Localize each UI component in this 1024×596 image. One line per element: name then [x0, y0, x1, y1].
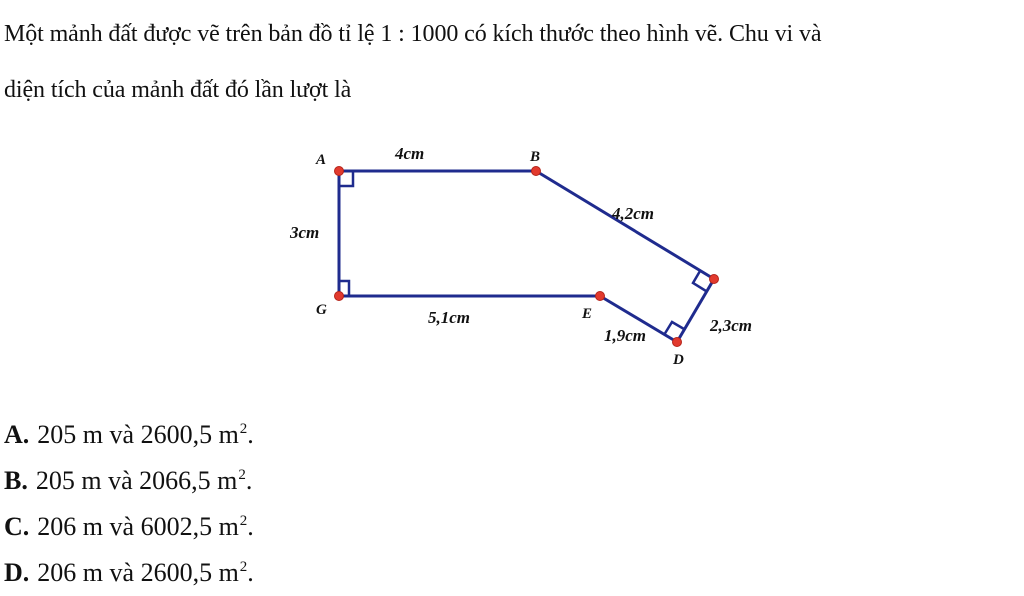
option-area: 2600,5 m: [140, 420, 239, 449]
option-c[interactable]: [4, 504, 254, 550]
option-area-exponent: 2: [239, 513, 248, 529]
option-end: .: [245, 466, 253, 495]
option-area-exponent: 2: [239, 421, 248, 437]
vertex-e: [596, 292, 605, 301]
option-joiner: và: [108, 466, 133, 495]
option-a[interactable]: [4, 412, 254, 458]
option-letter: C.: [4, 512, 30, 541]
right-angle-marker-a: [339, 171, 353, 186]
vertex-b: [532, 167, 541, 176]
option-letter: A.: [4, 420, 30, 449]
length-label-ag: 3cm: [290, 223, 320, 242]
option-letter: B.: [4, 466, 28, 495]
edge-bc: [536, 171, 714, 279]
length-label-cd: 2,3cm: [710, 316, 753, 335]
vertex-label-e: E: [582, 306, 593, 322]
right-angle-marker-d: [664, 322, 684, 335]
option-perimeter: 206 m: [37, 558, 104, 587]
question-line-1: Một mảnh đất được vẽ trên bản đồ tỉ lệ 1 : 1000 có kích thước theo hình vẽ. Chu vi và: [4, 21, 822, 47]
option-area-exponent: 2: [238, 467, 246, 483]
option-joiner: và: [109, 420, 135, 449]
option-perimeter: 206 m: [37, 512, 104, 541]
option-joiner: và: [109, 558, 135, 587]
vertex-label-d: D: [673, 352, 684, 368]
vertex-label-g: G: [316, 302, 327, 318]
option-area: 6002,5 m: [140, 512, 239, 541]
option-area: 2600,5 m: [140, 558, 239, 587]
right-angle-marker-g: [339, 281, 349, 296]
edge-de: [600, 296, 677, 342]
option-end: .: [247, 512, 254, 541]
vertex-label-b: B: [530, 149, 541, 165]
vertex-c: [710, 275, 719, 284]
option-joiner: và: [109, 512, 135, 541]
option-end: .: [247, 558, 254, 587]
option-perimeter: 205 m: [37, 420, 104, 449]
option-area-exponent: 2: [239, 559, 248, 575]
option-end: .: [247, 420, 254, 449]
question-line-2: diện tích của mảnh đất đó lần lượt là: [4, 77, 352, 103]
option-b[interactable]: [4, 458, 254, 504]
option-letter: D.: [4, 558, 30, 587]
right-angle-marker-c: [693, 271, 706, 291]
length-label-ge: 5,1cm: [428, 308, 471, 327]
vertex-label-a: A: [316, 152, 327, 168]
option-d[interactable]: [4, 550, 254, 596]
vertex-d: [673, 338, 682, 347]
length-label-ed: 1,9cm: [604, 326, 647, 345]
vertex-g: [335, 292, 344, 301]
option-perimeter: 205 m: [35, 466, 102, 495]
option-area: 2066,5 m: [139, 466, 238, 495]
answer-options: [4, 412, 254, 596]
length-label-bc: 4,2cm: [612, 204, 655, 223]
question-text: [4, 6, 1022, 118]
edge-cd: [677, 279, 714, 342]
length-label-ab: 4cm: [395, 144, 425, 163]
vertex-a: [335, 167, 344, 176]
